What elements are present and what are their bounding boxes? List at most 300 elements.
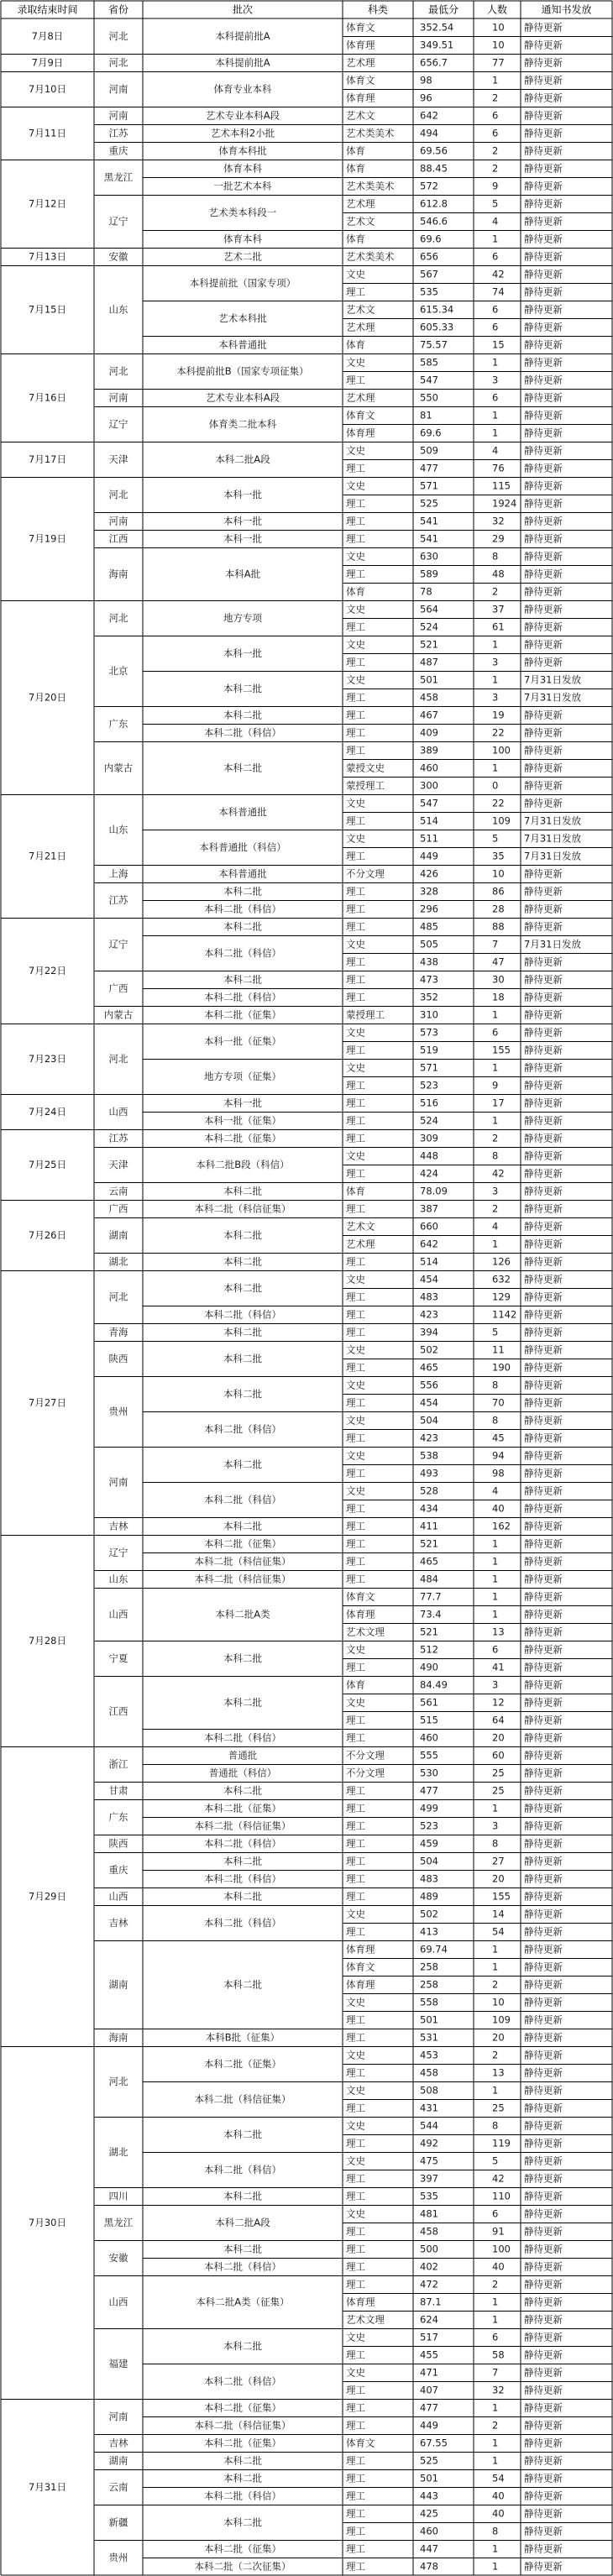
cell-subject: 文史 [346, 1414, 365, 1427]
cell-min-score: 455 [420, 2348, 438, 2361]
cell-min-score: 389 [420, 744, 438, 757]
cell-notice: 静待更新 [524, 444, 563, 457]
cell-notice: 静待更新 [524, 2437, 563, 2449]
cell-count: 8 [492, 1414, 499, 1427]
cell-province: 河南 [108, 1476, 128, 1488]
cell-notice: 静待更新 [524, 1238, 563, 1250]
cell-count: 100 [492, 2243, 511, 2255]
cell-min-score: 87.1 [420, 2296, 442, 2308]
cell-subject: 文史 [346, 603, 365, 615]
cell-count: 54 [492, 1925, 505, 1938]
cell-batch: 本科二批 [223, 762, 262, 774]
cell-min-score: 434 [420, 1502, 438, 1515]
cell-batch: 本科二批（科信） [204, 1731, 281, 1744]
cell-min-score: 499 [420, 1802, 438, 1814]
cell-notice: 静待更新 [524, 1678, 563, 1691]
cell-subject: 文史 [346, 1149, 365, 1162]
cell-notice: 静待更新 [524, 2172, 563, 2185]
cell-min-score: 501 [420, 2013, 438, 2026]
cell-notice: 静待更新 [524, 867, 563, 880]
cell-end-date: 7月12日 [29, 197, 66, 210]
cell-min-score: 630 [420, 550, 438, 563]
cell-notice: 静待更新 [524, 885, 563, 898]
cell-notice: 静待更新 [524, 1608, 563, 1620]
cell-province: 贵州 [108, 2552, 128, 2563]
cell-batch: 本科二批（征集） [204, 2401, 281, 2414]
cell-subject: 体育 [346, 144, 365, 157]
cell-batch: 本科二批A类（征集） [196, 2296, 290, 2308]
cell-count: 70 [492, 1396, 505, 1409]
cell-batch: 普通批 [228, 1749, 258, 1762]
header-count: 人数 [486, 3, 508, 16]
cell-province: 四川 [108, 2190, 128, 2202]
cell-notice: 静待更新 [524, 2384, 563, 2396]
cell-subject: 蒙授理工 [346, 779, 385, 792]
cell-subject: 体育 [346, 338, 365, 351]
header-subject: 科类 [367, 3, 389, 16]
cell-subject: 理工 [346, 656, 365, 668]
cell-notice: 静待更新 [524, 1255, 563, 1268]
cell-subject: 理工 [346, 744, 365, 757]
cell-count: 5 [492, 2155, 499, 2167]
cell-province: 湖南 [108, 1229, 128, 1241]
cell-min-score: 521 [420, 1537, 438, 1550]
cell-subject: 理工 [346, 1396, 365, 1409]
cell-count: 47 [492, 956, 505, 968]
cell-subject: 理工 [346, 1255, 365, 1268]
cell-end-date: 7月20日 [29, 691, 66, 704]
cell-min-score: 81 [420, 409, 432, 421]
cell-count: 2 [492, 162, 499, 175]
cell-min-score: 524 [420, 1114, 438, 1127]
cell-count: 5 [492, 832, 499, 845]
cell-notice: 静待更新 [524, 1361, 563, 1374]
cell-min-score: 397 [420, 2172, 438, 2185]
cell-count: 20 [492, 2031, 505, 2044]
cell-min-score: 96 [420, 92, 432, 104]
cell-subject: 理工 [346, 1819, 365, 1832]
cell-notice: 静待更新 [524, 956, 563, 968]
cell-province: 山东 [108, 824, 128, 835]
cell-subject: 文史 [346, 2155, 365, 2167]
cell-subject: 理工 [346, 691, 365, 704]
cell-subject: 不分文理 [346, 1749, 385, 1762]
cell-count: 6 [492, 109, 499, 122]
cell-subject: 文史 [346, 1026, 365, 1039]
cell-subject: 艺术类美术 [346, 127, 395, 139]
cell-subject: 艺术理 [346, 197, 375, 210]
cell-province: 重庆 [108, 1864, 128, 1876]
cell-count: 76 [492, 462, 505, 474]
cell-notice: 静待更新 [524, 1379, 563, 1391]
cell-end-date: 7月25日 [29, 1159, 66, 1170]
cell-count: 1 [492, 409, 499, 421]
cell-notice: 静待更新 [524, 92, 563, 104]
cell-notice: 7月31日发放 [524, 938, 581, 950]
cell-subject: 理工 [346, 2525, 365, 2537]
cell-province: 河北 [108, 2076, 128, 2087]
cell-min-score: 521 [420, 1626, 438, 1638]
cell-province: 吉林 [108, 2437, 128, 2449]
cell-min-score: 531 [420, 2031, 438, 2044]
cell-count: 9 [492, 180, 499, 192]
cell-count: 129 [492, 1291, 511, 1303]
cell-province: 贵州 [108, 1406, 128, 1417]
cell-subject: 文史 [346, 550, 365, 563]
cell-count: 91 [492, 2225, 505, 2238]
cell-batch: 本科二批 [223, 2472, 262, 2484]
cell-count: 2 [492, 2278, 499, 2291]
cell-subject: 艺术文理 [346, 2313, 385, 2326]
cell-count: 2 [492, 1202, 499, 1215]
cell-batch: 本科二批（科信征集） [194, 2419, 291, 2432]
cell-count: 1 [492, 2454, 499, 2467]
cell-batch: 本科二批 [223, 1458, 262, 1470]
cell-batch: 本科二批 [223, 885, 262, 898]
cell-batch: 本科二批（科信） [204, 1494, 281, 1505]
cell-province: 河南 [108, 109, 128, 122]
cell-min-score: 523 [420, 1819, 438, 1832]
cell-notice: 静待更新 [524, 1449, 563, 1462]
cell-end-date: 7月22日 [29, 965, 66, 976]
cell-count: 10 [492, 867, 505, 880]
cell-min-score: 471 [420, 2366, 438, 2379]
cell-min-score: 69.6 [420, 233, 442, 245]
cell-province: 湖北 [108, 1255, 128, 1268]
cell-count: 40 [492, 2260, 505, 2273]
cell-batch: 本科二批（二次征集） [194, 2560, 291, 2573]
cell-notice: 静待更新 [524, 1767, 563, 1779]
cell-subject: 理工 [346, 2507, 365, 2520]
cell-min-score: 494 [420, 127, 438, 139]
cell-notice: 静待更新 [524, 779, 563, 792]
cell-subject: 理工 [346, 973, 365, 986]
cell-min-score: 484 [420, 1573, 438, 1585]
cell-min-score: 296 [420, 903, 438, 915]
cell-count: 119 [492, 2137, 511, 2149]
cell-batch: 本科二批 [223, 1890, 262, 1903]
cell-count: 1 [492, 233, 499, 245]
cell-province: 山东 [108, 303, 128, 316]
cell-notice: 静待更新 [524, 479, 563, 492]
cell-min-score: 528 [420, 1484, 438, 1497]
cell-min-score: 535 [420, 285, 438, 298]
cell-subject: 理工 [346, 497, 365, 510]
cell-batch: 本科二批（征集） [204, 1537, 281, 1550]
cell-count: 1 [492, 2313, 499, 2326]
cell-batch: 本科二批 [223, 1978, 262, 1991]
cell-subject: 理工 [346, 1308, 365, 1321]
cell-notice: 静待更新 [524, 2260, 563, 2273]
cell-notice: 静待更新 [524, 1784, 563, 1797]
cell-notice: 静待更新 [524, 1731, 563, 1744]
cell-subject: 理工 [346, 462, 365, 474]
cell-min-score: 352.54 [420, 21, 454, 34]
cell-batch: 本科普通批（科信） [199, 841, 286, 853]
cell-count: 4 [492, 1220, 499, 1233]
cell-notice: 静待更新 [524, 2066, 563, 2079]
cell-batch: 本科二批 [223, 1388, 262, 1400]
cell-count: 12 [492, 1696, 505, 1709]
cell-min-score: 472 [420, 2278, 438, 2291]
cell-min-score: 487 [420, 656, 438, 668]
cell-count: 60 [492, 1749, 505, 1762]
cell-count: 2 [492, 144, 499, 157]
cell-count: 48 [492, 568, 505, 580]
cell-min-score: 409 [420, 726, 438, 739]
cell-count: 1 [492, 1114, 499, 1127]
cell-notice: 静待更新 [524, 973, 563, 986]
cell-subject: 理工 [346, 2243, 365, 2255]
cell-subject: 理工 [346, 956, 365, 968]
cell-min-score: 426 [420, 867, 438, 880]
cell-notice: 静待更新 [524, 2296, 563, 2308]
cell-count: 20 [492, 1731, 505, 1744]
cell-notice: 静待更新 [524, 903, 563, 915]
cell-min-score: 458 [420, 691, 438, 704]
cell-notice: 静待更新 [524, 162, 563, 175]
cell-min-score: 656.7 [420, 56, 448, 69]
cell-subject: 理工 [346, 2066, 365, 2079]
cell-province: 天津 [108, 1159, 128, 1170]
cell-count: 6 [492, 2207, 499, 2220]
cell-subject: 文史 [346, 832, 365, 845]
cell-count: 25 [492, 1784, 505, 1797]
cell-notice: 静待更新 [524, 374, 563, 386]
cell-batch: 本科一批 [223, 489, 262, 500]
cell-min-score: 300 [420, 779, 438, 792]
cell-batch: 本科二批 [223, 1696, 262, 1709]
cell-min-score: 500 [420, 2243, 438, 2255]
cell-batch: 艺术二批 [223, 250, 262, 263]
cell-province: 黑龙江 [103, 171, 134, 183]
cell-notice: 静待更新 [524, 1008, 563, 1021]
cell-batch: 本科一批 [223, 1097, 262, 1109]
cell-min-score: 438 [420, 956, 438, 968]
cell-count: 22 [492, 726, 505, 739]
cell-end-date: 7月15日 [29, 303, 66, 316]
cell-min-score: 561 [420, 1696, 438, 1709]
cell-notice: 静待更新 [524, 1079, 563, 1092]
cell-subject: 理工 [346, 1802, 365, 1814]
cell-notice: 静待更新 [524, 215, 563, 228]
cell-subject: 文史 [346, 1908, 365, 1920]
cell-subject: 理工 [346, 1326, 365, 1338]
cell-min-score: 483 [420, 1872, 438, 1885]
cell-notice: 静待更新 [524, 1925, 563, 1938]
cell-province: 河北 [108, 365, 128, 377]
cell-notice: 静待更新 [524, 127, 563, 139]
cell-batch: 本科二批（科信征集） [194, 1555, 291, 1568]
cell-notice: 静待更新 [524, 1273, 563, 1285]
cell-batch: 本科二批（科信） [204, 2490, 281, 2502]
cell-notice: 静待更新 [524, 603, 563, 615]
cell-batch: 本科二批（科信征集） [194, 2093, 291, 2105]
cell-notice: 静待更新 [524, 1978, 563, 1991]
cell-count: 40 [492, 1502, 505, 1515]
cell-min-score: 656 [420, 250, 438, 263]
cell-count: 162 [492, 1520, 511, 1532]
cell-notice: 静待更新 [524, 797, 563, 809]
cell-count: 13 [492, 2066, 505, 2079]
cell-end-date: 7月8日 [31, 30, 64, 42]
cell-count: 1 [492, 762, 499, 774]
cell-batch: 本科二批 [223, 1229, 262, 1241]
cell-subject: 理工 [346, 1361, 365, 1374]
cell-notice: 静待更新 [524, 1343, 563, 1356]
cell-end-date: 7月31日 [29, 2481, 66, 2493]
cell-notice: 静待更新 [524, 1837, 563, 1850]
cell-min-score: 485 [420, 920, 438, 933]
header-notice: 通知书发放 [541, 3, 592, 16]
cell-min-score: 514 [420, 814, 438, 827]
cell-batch: 本科二批 [223, 1784, 262, 1797]
cell-count: 7 [492, 938, 499, 950]
cell-end-date: 7月29日 [29, 1890, 66, 1903]
cell-subject: 文史 [346, 797, 365, 809]
cell-min-score: 573 [420, 1026, 438, 1039]
cell-notice: 静待更新 [524, 2207, 563, 2220]
cell-notice: 静待更新 [524, 2542, 563, 2555]
cell-count: 1 [492, 1943, 499, 1956]
cell-min-score: 605.33 [420, 321, 454, 333]
cell-notice: 静待更新 [524, 1132, 563, 1144]
cell-count: 94 [492, 1449, 505, 1462]
cell-min-score: 402 [420, 2260, 438, 2273]
cell-province: 安徽 [108, 250, 128, 263]
cell-batch: 地方专项（征集） [204, 1071, 281, 1082]
cell-province: 广西 [108, 982, 128, 994]
cell-subject: 理工 [346, 620, 365, 633]
cell-notice: 静待更新 [524, 2013, 563, 2026]
cell-count: 25 [492, 1767, 505, 1779]
cell-province: 云南 [108, 1185, 128, 1197]
cell-subject: 文史 [346, 1696, 365, 1709]
cell-subject: 理工 [346, 2190, 365, 2202]
cell-batch: 本科二批（科信征集） [194, 1573, 291, 1585]
cell-province: 河南 [108, 2411, 128, 2422]
cell-count: 8 [492, 1149, 499, 1162]
cell-subject: 理工 [346, 2278, 365, 2291]
cell-notice: 静待更新 [524, 74, 563, 86]
cell-notice: 静待更新 [524, 1044, 563, 1056]
cell-count: 17 [492, 1097, 505, 1109]
cell-count: 1 [492, 2560, 499, 2573]
cell-count: 10 [492, 39, 505, 51]
cell-min-score: 550 [420, 391, 438, 404]
cell-batch: 本科提前批（国家专项） [189, 277, 296, 289]
cell-batch: 本科二批（科信） [204, 947, 281, 959]
cell-batch: 本科二批 [223, 1520, 262, 1532]
cell-end-date: 7月10日 [29, 83, 66, 95]
cell-min-score: 465 [420, 1361, 438, 1374]
cell-count: 1 [492, 1008, 499, 1021]
cell-min-score: 69.74 [420, 1943, 448, 1956]
cell-batch: 本科二批（科信） [204, 991, 281, 1003]
cell-subject: 艺术文 [346, 109, 375, 122]
cell-subject: 体育文 [346, 1961, 375, 1973]
cell-notice: 静待更新 [524, 550, 563, 563]
cell-subject: 文史 [346, 479, 365, 492]
cell-subject: 体育文 [346, 409, 375, 421]
cell-count: 1 [492, 2542, 499, 2555]
cell-province: 江苏 [108, 1132, 128, 1144]
cell-subject: 文史 [346, 268, 365, 280]
cell-subject: 体育理 [346, 1978, 375, 1991]
cell-subject: 理工 [346, 903, 365, 915]
cell-batch: 普通批（科信） [208, 1767, 277, 1779]
cell-end-date: 7月9日 [31, 56, 64, 69]
cell-notice: 静待更新 [524, 1026, 563, 1039]
cell-notice: 静待更新 [524, 2366, 563, 2379]
cell-end-date: 7月11日 [29, 127, 66, 139]
cell-count: 42 [492, 2172, 505, 2185]
cell-notice: 静待更新 [524, 762, 563, 774]
cell-province: 江西 [108, 532, 128, 545]
cell-count: 54 [492, 2472, 505, 2484]
cell-count: 155 [492, 1044, 511, 1056]
cell-min-score: 309 [420, 1132, 438, 1144]
cell-count: 6 [492, 2331, 499, 2343]
cell-province: 黑龙江 [103, 2217, 134, 2228]
cell-subject: 理工 [346, 1520, 365, 1532]
cell-notice: 静待更新 [524, 1396, 563, 1409]
cell-subject: 体育理 [346, 2296, 375, 2308]
cell-min-score: 467 [420, 709, 438, 721]
cell-min-score: 458 [420, 2066, 438, 2079]
cell-subject: 理工 [346, 850, 365, 862]
cell-batch: 艺术专业本科A段 [205, 391, 280, 404]
cell-batch: 本科二批（征集） [204, 2542, 281, 2555]
cell-batch: 地方专项 [223, 612, 262, 624]
cell-subject: 艺术理 [346, 391, 375, 404]
cell-notice: 静待更新 [524, 568, 563, 580]
cell-count: 1 [492, 74, 499, 86]
cell-count: 9 [492, 1079, 499, 1092]
cell-notice: 静待更新 [524, 321, 563, 333]
cell-batch: 本科二批（科信征集） [194, 1202, 291, 1215]
cell-notice: 静待更新 [524, 462, 563, 474]
cell-subject: 体育理 [346, 427, 375, 439]
cell-subject: 理工 [346, 920, 365, 933]
cell-batch: 体育类二批本科 [208, 418, 277, 430]
cell-min-score: 547 [420, 797, 438, 809]
cell-subject: 理工 [346, 1202, 365, 1215]
cell-notice: 静待更新 [524, 2525, 563, 2537]
cell-min-score: 502 [420, 1343, 438, 1356]
cell-notice: 静待更新 [524, 2348, 563, 2361]
cell-province: 云南 [108, 2481, 128, 2493]
cell-count: 19 [492, 709, 505, 721]
cell-subject: 体育 [346, 585, 365, 598]
cell-min-score: 525 [420, 497, 438, 510]
cell-min-score: 387 [420, 1202, 438, 1215]
cell-subject: 文史 [346, 1061, 365, 1074]
cell-count: 1 [492, 2296, 499, 2308]
cell-subject: 理工 [346, 532, 365, 545]
cell-batch: 本科二批 [223, 2190, 262, 2202]
cell-count: 86 [492, 885, 505, 898]
cell-subject: 理工 [346, 2031, 365, 2044]
cell-count: 1924 [492, 497, 517, 510]
cell-count: 1 [492, 1590, 499, 1603]
cell-batch: 体育本科 [223, 233, 262, 245]
cell-province: 内蒙古 [103, 762, 134, 774]
cell-notice: 静待更新 [524, 1167, 563, 1180]
cell-min-score: 352 [420, 991, 438, 1003]
cell-province: 青海 [108, 1326, 128, 1338]
cell-notice: 静待更新 [524, 303, 563, 316]
